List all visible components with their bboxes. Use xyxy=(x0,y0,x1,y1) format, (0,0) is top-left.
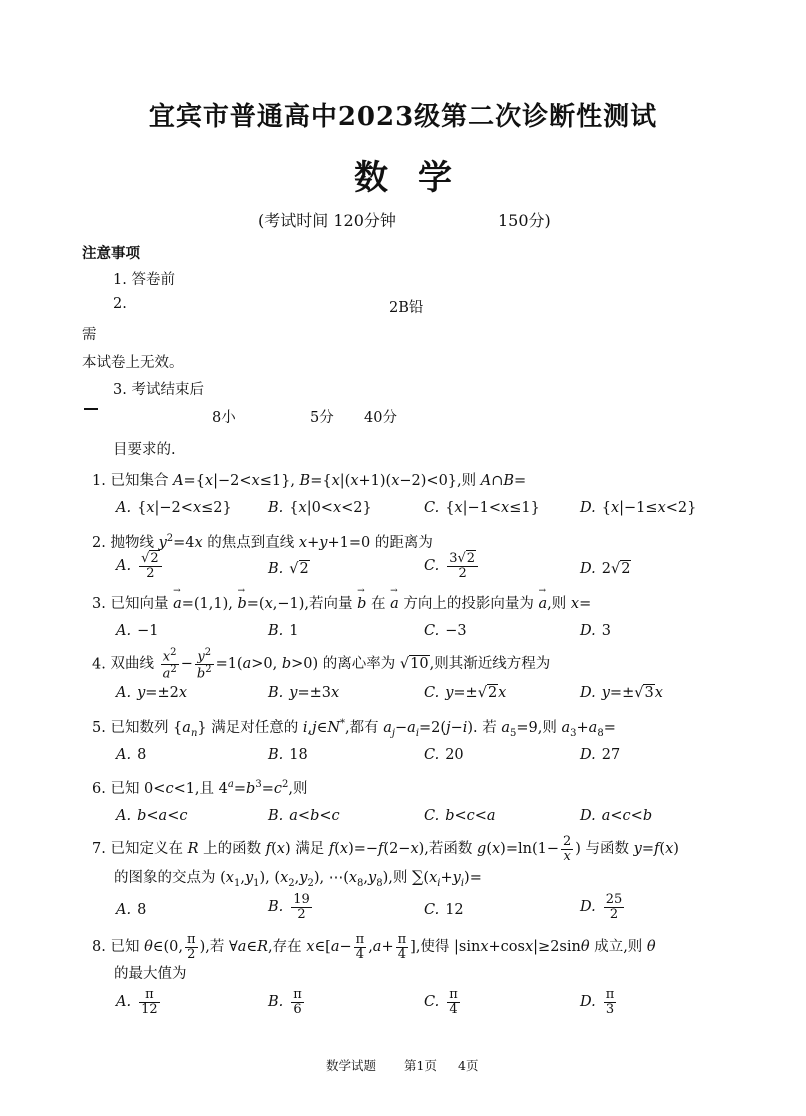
exam-time: (考试时间 120分钟 xyxy=(258,211,396,230)
question-7 xyxy=(92,835,679,863)
question-stem: 已知集合 A={x|−2<x≤1}, B={x|(x+1)(x−2)<0},则 A∩B= xyxy=(110,473,527,489)
q8-option-d[interactable]: D. $\frac{\pi}{3}$ xyxy=(580,987,615,1017)
note-2-xu: 需 xyxy=(82,327,97,343)
option-label: B. xyxy=(268,808,284,824)
question-8 xyxy=(92,933,656,961)
option-label: C. xyxy=(424,685,440,701)
option-label: D. xyxy=(580,685,596,701)
q7-option-b[interactable]: B. $\frac{19}{2}$ xyxy=(268,892,310,922)
q6-option-a[interactable]: A. b<a<c xyxy=(116,808,188,824)
question-number: 4. xyxy=(92,656,106,673)
q1-option-d[interactable]: D. {x|−1≤x<2} xyxy=(580,500,697,516)
option-label: B. xyxy=(268,899,284,916)
q4-option-d[interactable]: D. y=±√3x xyxy=(580,685,663,701)
q5-option-b[interactable]: B. 18 xyxy=(268,747,308,763)
question-4 xyxy=(92,648,550,681)
q3-option-a[interactable]: A. −1 xyxy=(116,623,159,639)
section-total: 40分 xyxy=(364,410,397,426)
option-label: C. xyxy=(424,808,440,824)
option-label: C. xyxy=(424,747,440,763)
question-stem: 已知 0<c<1,且 $4^a=b^3=c^2$,则 xyxy=(110,779,308,797)
question-stem: 已知定义在 R 上的函数 f(x) 满足 f(x)=−f(2−x),若函数 g(x)=ln(1− $\frac{2}{x}$ ) 与函数 y=f(x) xyxy=(110,834,679,864)
exam-score: 150分) xyxy=(498,211,551,230)
q3-option-b[interactable]: B. 1 xyxy=(268,623,299,639)
option-label: D. xyxy=(580,808,596,824)
q4-option-b[interactable]: B. y=±3x xyxy=(268,685,340,701)
footer-total: 4页 xyxy=(458,1058,479,1073)
option-label: D. xyxy=(580,747,596,763)
question-stem: 已知 θ∈(0, $\frac{\pi}{2}$ ),若 ∀a∈R,存在 x∈[a− $\frac{\pi}{4}$ ,a+ $\frac{\pi}{4}$ ],使得 |sinx+cosx|≥2sinθ 成立,则 θ xyxy=(110,932,656,962)
note-2-pencil: 2B铅 xyxy=(389,300,424,316)
q2-option-c[interactable]: C. $\frac{3√2}{2}$ xyxy=(424,552,480,580)
footer-subject: 数学试题 xyxy=(326,1058,377,1073)
question-2 xyxy=(92,531,433,552)
question-number: 1. xyxy=(92,473,106,489)
q5-option-c[interactable]: C. 20 xyxy=(424,747,464,763)
option-label: A. xyxy=(116,747,132,763)
notes-heading: 注意事项 xyxy=(82,245,140,262)
q1-option-b[interactable]: B. {x|0<x<2} xyxy=(268,500,372,516)
q5-option-d[interactable]: D. 27 xyxy=(580,747,621,763)
q1-option-c[interactable]: C. {x|−1<x≤1} xyxy=(424,500,540,516)
q4-option-a[interactable]: A. y=±2x xyxy=(116,685,188,701)
option-label: A. xyxy=(116,808,132,824)
subject-title: 数学 xyxy=(354,158,482,198)
option-label: D. xyxy=(580,561,596,577)
option-label: C. xyxy=(424,623,440,639)
option-label: B. xyxy=(268,994,284,1011)
q6-option-d[interactable]: D. a<c<b xyxy=(580,808,653,824)
option-label: D. xyxy=(580,623,596,639)
q4-option-c[interactable]: C. y=±√2x xyxy=(424,685,507,701)
option-label: D. xyxy=(580,899,596,916)
question-6 xyxy=(92,777,307,798)
question-stem: 抛物线 $y^2=4x$ 的焦点到直线 x+y+1=0 的距离为 xyxy=(110,533,433,551)
question-stem: 已知数列 $\{a_n\}$ 满足对任意的 i,j∈N*,都有 $a_j-a_i=2(j-i)$. 若 $a_5=9$,则 $a_3+a_8=$ xyxy=(110,718,616,739)
section-count: 8小 xyxy=(212,410,236,426)
q3-option-d[interactable]: D. 3 xyxy=(580,623,611,639)
footer-page: 第1页 xyxy=(404,1058,437,1073)
question-5 xyxy=(92,716,616,739)
note-1: 1. 答卷前 xyxy=(113,272,175,288)
q6-option-b[interactable]: B. a<b<c xyxy=(268,808,340,824)
q6-option-c[interactable]: C. b<c<a xyxy=(424,808,496,824)
option-label: A. xyxy=(116,685,132,701)
option-label: A. xyxy=(116,558,132,575)
section-requirement: 目要求的. xyxy=(113,442,176,458)
option-label: B. xyxy=(268,561,284,577)
option-label: C. xyxy=(424,500,440,516)
option-label: A. xyxy=(116,994,132,1011)
option-label: D. xyxy=(580,500,596,516)
q1-option-a[interactable]: A. {x|−2<x≤2} xyxy=(116,500,232,516)
exam-title: 宜宾市普通高中2023级第二次诊断性测试 xyxy=(148,102,658,132)
q7-option-c[interactable]: C. 12 xyxy=(424,902,464,918)
q5-option-a[interactable]: A. 8 xyxy=(116,747,147,763)
question-number: 6. xyxy=(92,781,106,797)
question-number: 7. xyxy=(92,841,106,858)
note-3: 3. 考试结束后 xyxy=(113,382,204,398)
question-1 xyxy=(92,469,526,490)
option-label: A. xyxy=(116,500,132,516)
section-dash xyxy=(84,408,98,410)
option-label: C. xyxy=(424,902,440,918)
question-number: 2. xyxy=(92,535,106,551)
question-7-line-2: 的图象的交点为 $(x_1,y_1)$, $(x_2,y_2)$, $\cdots(x_8,y_8)$,则 $\sum(x_i+y_i)=$ xyxy=(114,867,482,889)
q7-option-d[interactable]: D. $\frac{25}{2}$ xyxy=(580,892,623,922)
q8-option-c[interactable]: C. $\frac{\pi}{4}$ xyxy=(424,987,458,1017)
option-label: B. xyxy=(268,623,284,639)
option-label: B. xyxy=(268,500,284,516)
option-label: C. xyxy=(424,994,440,1011)
question-number: 3. xyxy=(92,596,106,612)
question-stem: 双曲线 $\frac{x^2}{a^2}$ − $\frac{y^2}{b^2}$ =1(a>0, b>0) 的离心率为 √10,则其渐近线方程为 xyxy=(110,647,551,682)
q8-option-b[interactable]: B. $\frac{\pi}{6}$ xyxy=(268,987,302,1017)
note-2: 2. xyxy=(113,296,127,312)
question-8-line-2: 的最大值为 xyxy=(114,966,187,982)
q7-option-a[interactable]: A. 8 xyxy=(116,902,147,918)
question-number: 8. xyxy=(92,939,106,956)
section-points: 5分 xyxy=(310,410,334,426)
option-label: A. xyxy=(116,623,132,639)
note-2-invalid: 本试卷上无效。 xyxy=(82,355,184,371)
q2-option-b[interactable]: B. √2 xyxy=(268,561,309,577)
option-label: C. xyxy=(424,558,440,575)
question-number: 5. xyxy=(92,720,106,736)
option-label: A. xyxy=(116,902,132,918)
option-label: B. xyxy=(268,685,284,701)
option-label: B. xyxy=(268,747,284,763)
q2-option-a[interactable]: A. $\frac{√2}{2}$ xyxy=(116,552,164,580)
question-3 xyxy=(92,592,591,613)
q8-option-a[interactable]: A. $\frac{\pi}{12}$ xyxy=(116,987,158,1017)
q3-option-c[interactable]: C. −3 xyxy=(424,623,467,639)
q2-option-d[interactable]: D. 2√2 xyxy=(580,561,631,577)
question-stem: 已知向量 → a=(1,1), → b=(x,−1),若向量 → b 在 → a 方向上的投影向量为 → a,则 x= xyxy=(110,596,591,612)
option-label: D. xyxy=(580,994,596,1011)
